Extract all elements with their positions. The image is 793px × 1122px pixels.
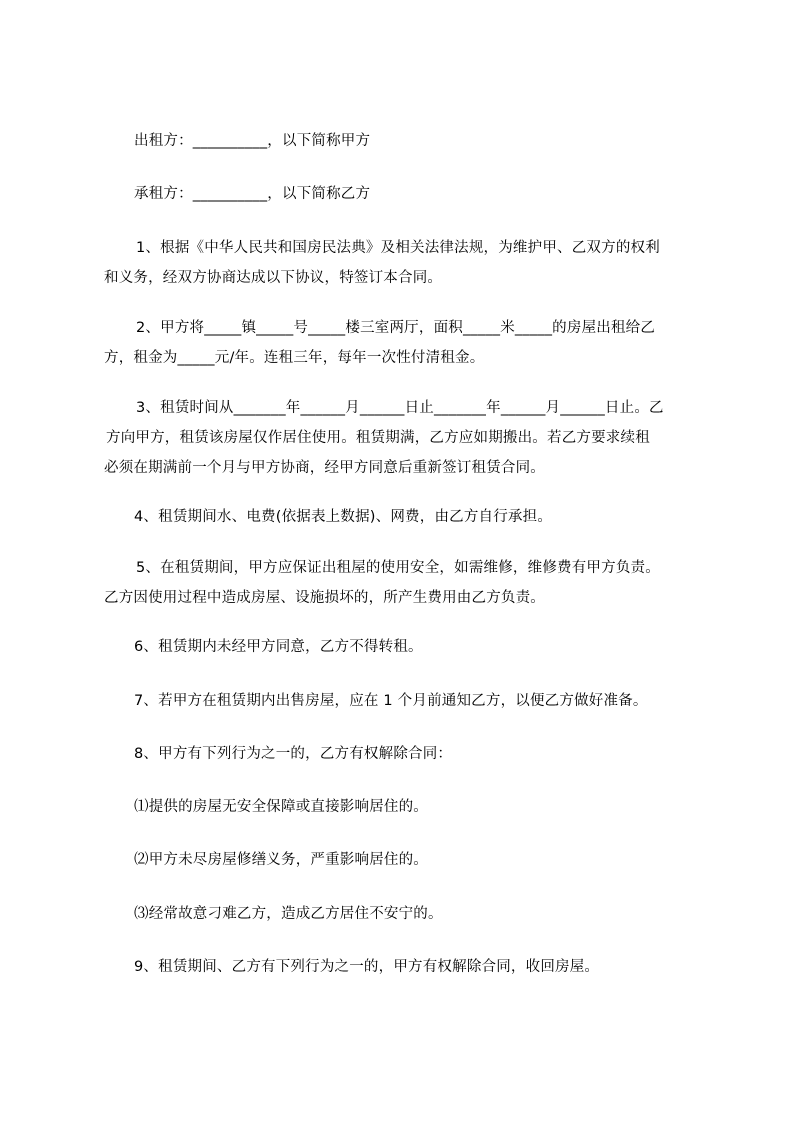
clause-5-line-2: 乙方因使用过程中造成房屋、设施损坏的，所产生费用由乙方负责。 [104,590,545,606]
clause-5 [104,553,714,613]
clause-9-text: 9、租赁期间、乙方有下列行为之一的，甲方有权解除合同，收回房屋。 [134,959,600,975]
party-b-line [134,179,744,209]
clause-8-text: 8、甲方有下列行为之一的，乙方有权解除合同： [134,746,453,762]
clause-9 [134,952,744,982]
party-a-text: 出租方：__________，以下简称甲方 [134,133,371,149]
clause-1-line-2: 和义务，经双方协商达成以下协议，特签订本合同。 [104,270,443,286]
clause-8-item [134,899,744,929]
clause-2 [104,313,714,373]
clause-3 [104,393,714,483]
clause-2-line-2: 方，租金为_____元/年。连租三年，每年一次性付清租金。 [104,350,485,366]
clause-3-line-3: 必须在期满前一个月与甲方协商，经甲方同意后重新签订租赁合同。 [104,460,545,476]
party-b-text: 承租方：__________，以下简称乙方 [134,186,371,202]
clause-7 [134,686,744,716]
clause-8-item-2: ⑵甲方未尽房屋修缮义务，严重影响居住的。 [134,852,428,868]
party-a-line [134,126,744,156]
clause-7-text: 7、若甲方在租赁期内出售房屋，应在 1 个月前通知乙方，以便乙方做好准备。 [134,693,648,709]
clause-5-line-1: 5、在租赁期间，甲方应保证出租屋的使用安全，如需维修，维修费有甲方负责。 [136,560,660,576]
clause-8-item [134,792,744,822]
clause-3-line-2: 方向甲方，租赁该房屋仅作居住使用。租赁期满，乙方应如期搬出。若乙方要求续租 [106,430,650,446]
clause-1 [104,233,714,293]
clause-4 [134,502,744,532]
clause-6 [134,632,744,662]
clause-2-line-1: 2、甲方将_____镇_____号_____楼三室两厅，面积_____米_____的房屋出租给乙 [136,320,656,336]
clause-3-line-1: 3、租赁时间从_______年______月______日止_______年______月______日止。乙 [136,400,664,416]
clause-1-line-1: 1、根据《中华人民共和国房民法典》及相关法律法规，为维护甲、乙双方的权利 [136,240,660,256]
clause-8-item-1: ⑴提供的房屋无安全保障或直接影响居住的。 [134,799,428,815]
clause-4-text: 4、租赁期间水、电费(依据表上数据)、网费，由乙方自行承担。 [134,509,553,525]
clause-6-text: 6、租赁期内未经甲方同意，乙方不得转租。 [134,639,423,655]
clause-8-item [134,845,744,875]
clause-8 [134,739,744,769]
clause-8-item-3: ⑶经常故意刁难乙方，造成乙方居住不安宁的。 [134,906,443,922]
